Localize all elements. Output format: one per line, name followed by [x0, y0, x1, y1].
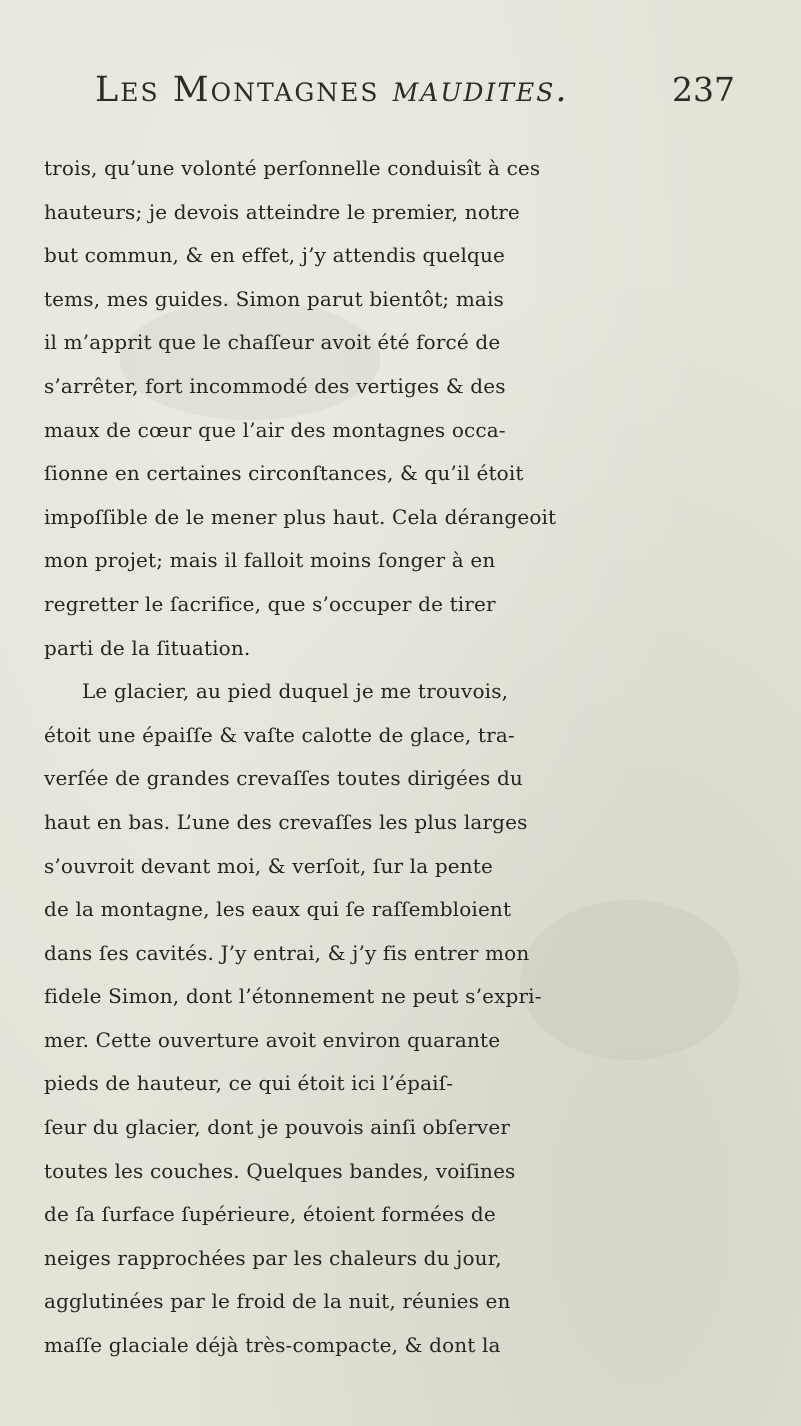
text-line: mon projet; mais il falloit moins ſonger à en	[44, 548, 496, 573]
running-head	[95, 70, 735, 120]
text-line: il m’apprit que le chaſſeur avoit été forcé de	[44, 330, 501, 355]
text-line: étoit une épaiſſe & vaſte calotte de glace, tra-	[44, 722, 515, 747]
text-line: parti de la ſituation.	[44, 635, 251, 660]
text-line: tems, mes guides. Simon parut bientôt; mais	[44, 286, 504, 311]
text-line: ſeur du glacier, dont je pouvois ainſi obſerver	[44, 1115, 511, 1140]
text-line: de la montagne, les eaux qui ſe raſſembloient	[44, 897, 512, 922]
text-line: regretter le ſacrifice, que s’occuper de tirer	[44, 591, 496, 616]
running-title	[95, 70, 569, 110]
text-line: neiges rapprochées par les chaleurs du jour,	[44, 1245, 502, 1270]
running-title-italic: maudites.	[392, 70, 569, 110]
text-line: trois, qu’une volonté perſonnelle conduisît à ces	[44, 156, 541, 180]
text-line: ſionne en certaines circonſtances, & qu’il étoit	[44, 461, 524, 486]
page-number: 237	[672, 70, 735, 109]
body-text	[44, 147, 784, 1368]
running-title-roman: Les Montagnes	[95, 70, 393, 110]
text-line: but commun, & en effet, j’y attendis quelque	[44, 243, 505, 268]
text-line: de ſa ſurface ſupérieure, étoient formées de	[44, 1202, 496, 1227]
text-line: impoſſible de le mener plus haut. Cela dérangeoit	[44, 504, 557, 529]
text-line: haut en bas. L’une des crevaſſes les plus larges	[44, 809, 528, 834]
paragraph-start-line: Le glacier, au pied duquel je me trouvois,	[82, 679, 509, 704]
text-line: maux de cœur que l’air des montagnes occa-	[44, 417, 506, 442]
text-line: dans ſes cavités. J’y entrai, & j’y fis entrer mon	[44, 940, 530, 965]
text-line: agglutinées par le froid de la nuit, réunies en	[44, 1289, 511, 1314]
text-line: s’ouvroit devant moi, & verſoit, ſur la pente	[44, 853, 493, 878]
text-line: mer. Cette ouverture avoit environ quarante	[44, 1027, 501, 1052]
text-line: verſée de grandes crevaſſes toutes dirigées du	[44, 766, 523, 791]
text-line: pieds de hauteur, ce qui étoit ici l’épaiſ-	[44, 1071, 454, 1096]
text-line: s’arrêter, fort incommodé des vertiges & des	[44, 373, 506, 398]
text-line: fidele Simon, dont l’étonnement ne peut s’expri-	[44, 984, 542, 1009]
text-line: toutes les couches. Quelques bandes, voiſines	[44, 1158, 516, 1183]
text-line: maſſe glaciale déjà très-compacte, & dont la	[44, 1333, 501, 1358]
text-line: hauteurs; je devois atteindre le premier, notre	[44, 199, 520, 224]
